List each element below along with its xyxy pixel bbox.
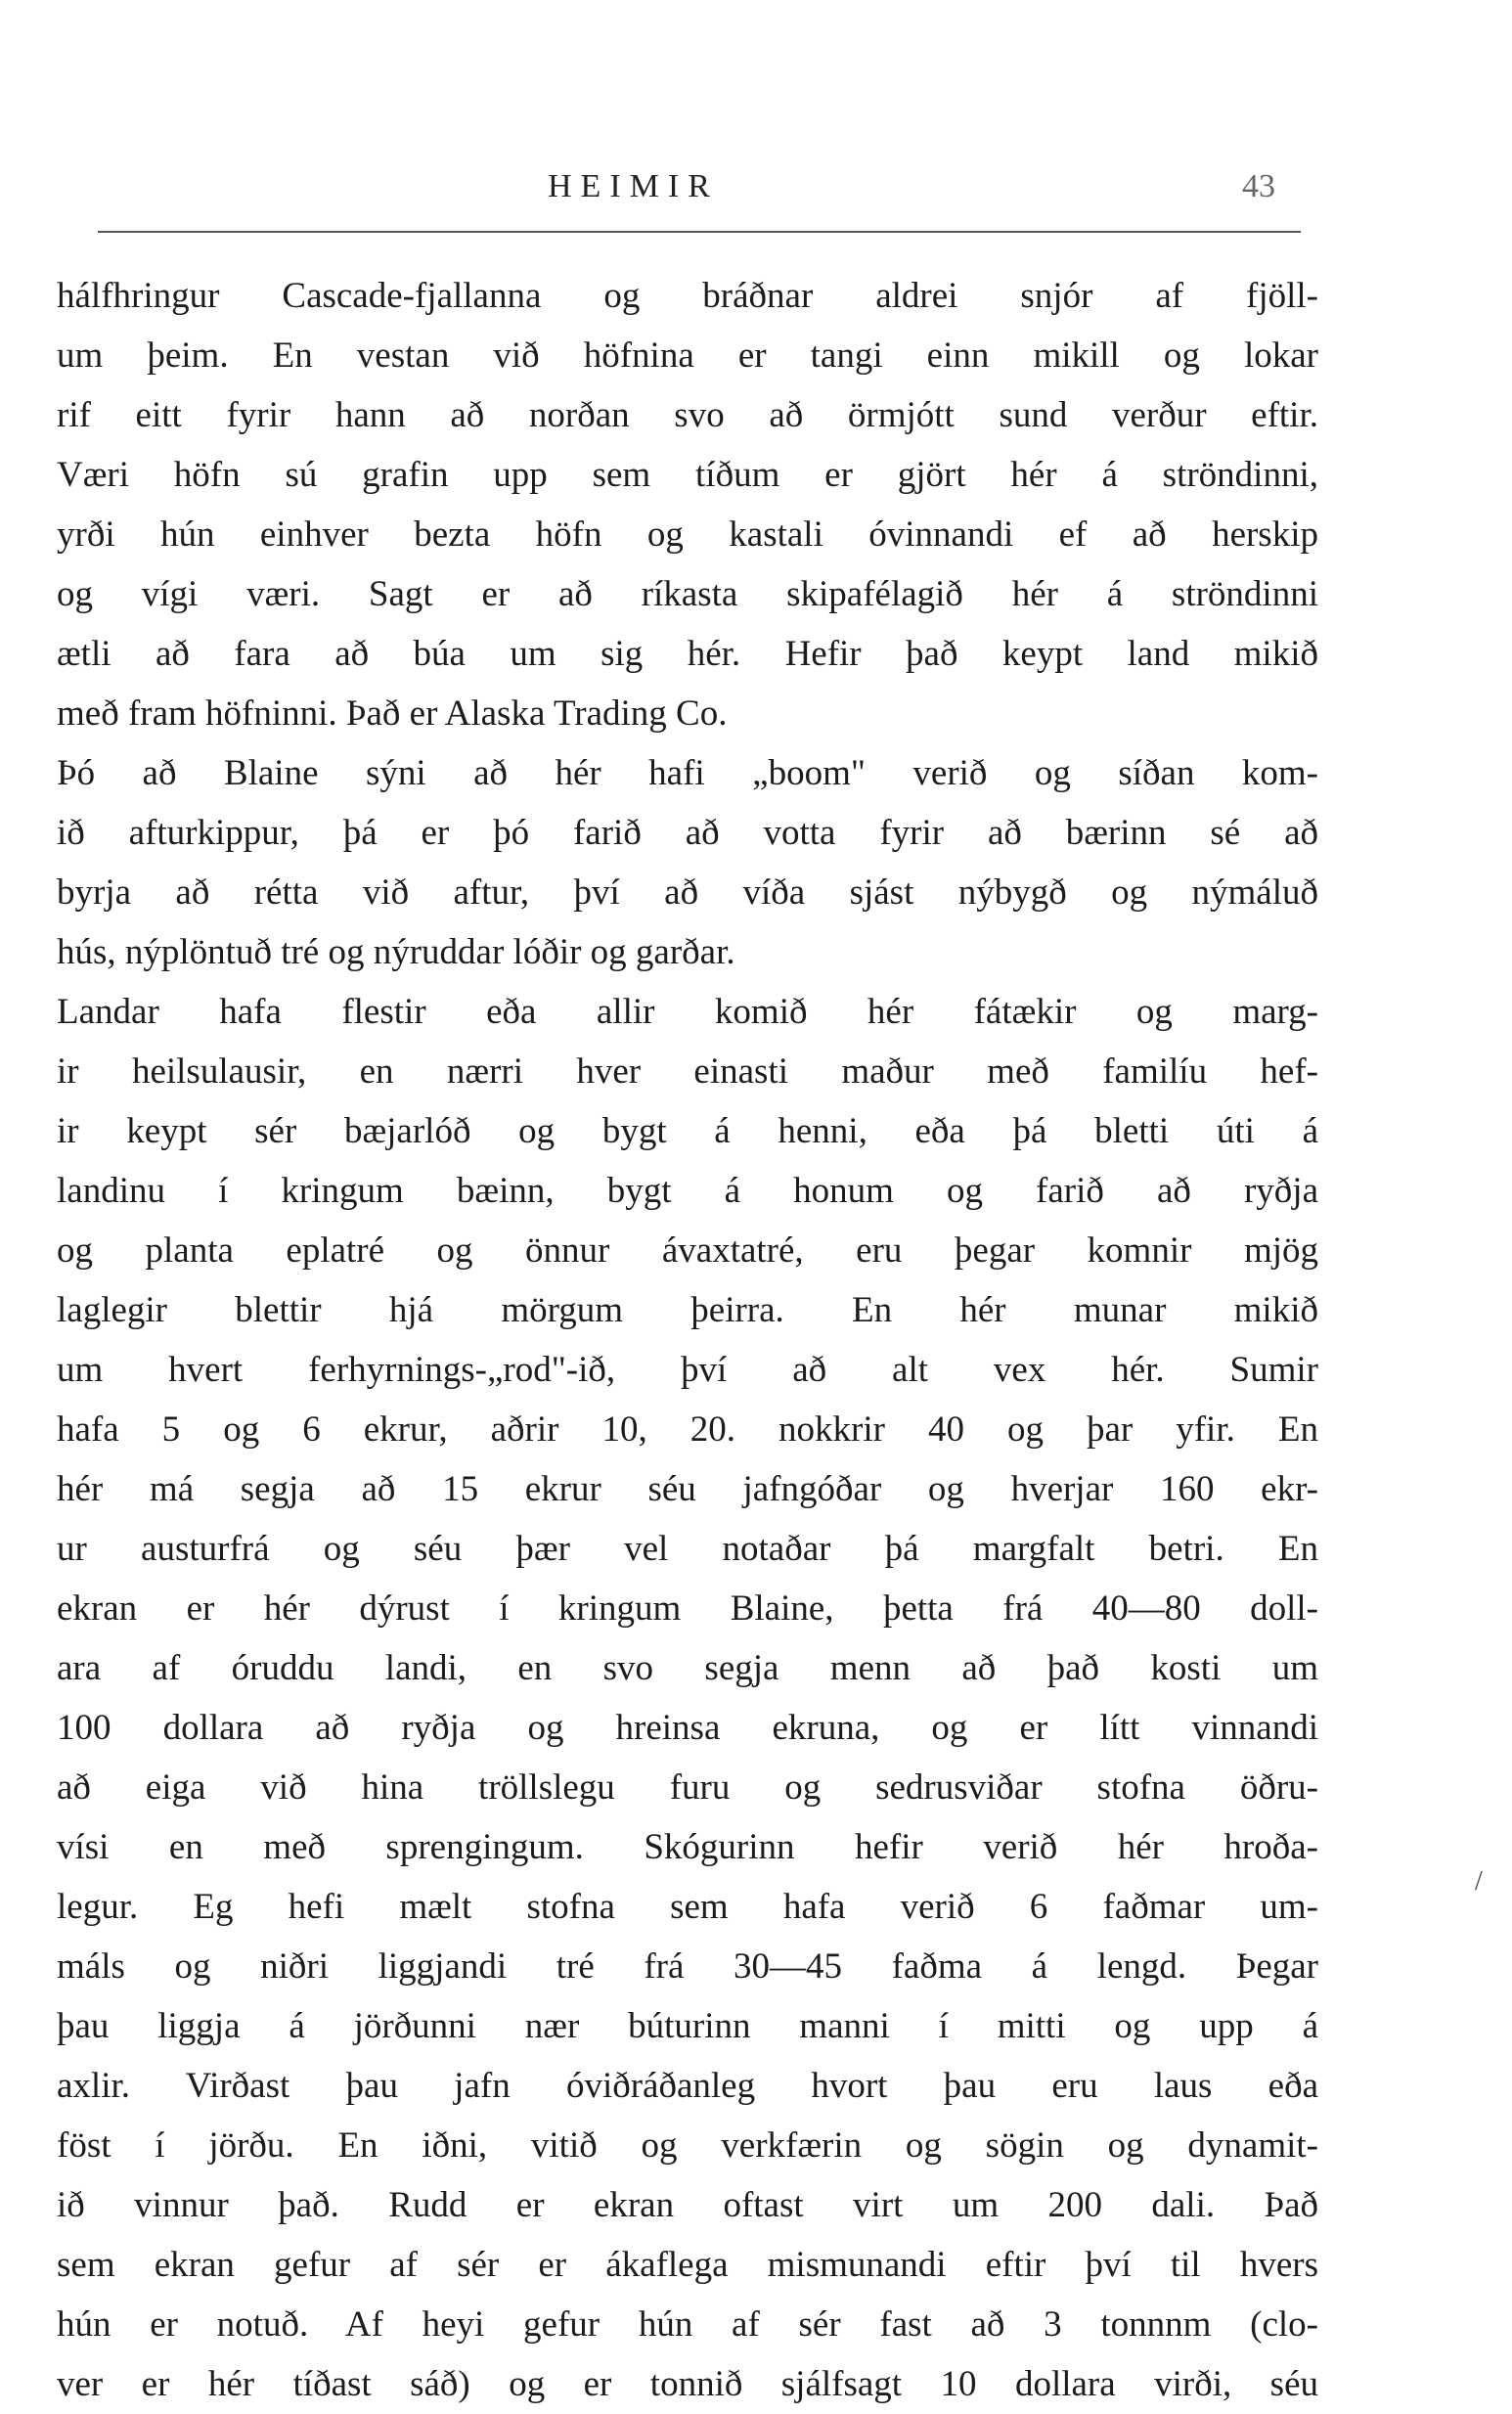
text-line: máls og niðri liggjandi tré frá 30—45 faðma á lengd. Þegar [57,1946,1318,1987]
text-line: laglegir blettir hjá mörgum þeirra. En hér munar mikið [57,1290,1318,1330]
text-line: og vígi væri. Sagt er að ríkasta skipafélagið hér á ströndinni [57,574,1318,614]
body-text [57,266,1318,2414]
text-line: um hvert ferhyrnings-„rod"-ið, því að alt vex hér. Sumir [57,1350,1318,1390]
text-line: og planta eplatré og önnur ávaxtatré, eru þegar komnir mjög [57,1230,1318,1271]
text-line: sem ekran gefur af sér er ákaflega mismunandi eftir því til hvers [57,2245,1318,2285]
text-line: vísi en með sprengingum. Skógurinn hefir verið hér hroða- [57,1827,1318,1867]
text-line: ið vinnur það. Rudd er ekran oftast virt um 200 dali. Það [57,2185,1318,2225]
text-line: föst í jörðu. En iðni, vitið og verkfærin og sögin og dynamit- [57,2125,1318,2166]
text-line: axlir. Virðast þau jafn óviðráðanleg hvort þau eru laus eða [57,2066,1318,2106]
text-line: ver er hér tíðast sáð) og er tonnið sjálfsagt 10 dollara virði, séu [57,2364,1318,2404]
text-line: Þó að Blaine sýni að hér hafi „boom" verið og síðan kom- [57,753,1318,793]
text-line: Væri höfn sú grafin upp sem tíðum er gjört hér á ströndinni, [57,455,1318,495]
text-line: hafa 5 og 6 ekrur, aðrir 10, 20. nokkrir 40 og þar yfir. En [57,1409,1318,1450]
text-line: Landar hafa flestir eða allir komið hér fátækir og marg- [57,992,1318,1032]
text-line: ir heilsulausir, en nærri hver einasti maður með familíu hef- [57,1051,1318,1092]
text-line: að eiga við hina tröllslegu furu og sedrusviðar stofna öðru- [57,1767,1318,1808]
text-line: hús, nýplöntuð tré og nýruddar lóðir og garðar. [57,932,735,972]
text-line: ara af óruddu landi, en svo segja menn að það kosti um [57,1648,1318,1688]
text-line: um þeim. En vestan við höfnina er tangi einn mikill og lokar [57,335,1318,376]
text-line: byrja að rétta við aftur, því að víða sjást nýbygð og nýmáluð [57,872,1318,913]
running-title: HEIMIR [548,168,719,204]
text-line: hálfhringur Cascade-fjallanna og bráðnar aldrei snjór af fjöll- [57,276,1318,316]
text-line: með fram höfninni. Það er Alaska Trading Co. [57,693,728,734]
text-line: hún er notuð. Af heyi gefur hún af sér fast að 3 tonnnm (clo- [57,2304,1318,2345]
text-line: 100 dollara að ryðja og hreinsa ekruna, og er lítt vinnandi [57,1708,1318,1748]
text-line: ir keypt sér bæjarlóð og bygt á henni, eða þá bletti úti á [57,1111,1318,1151]
text-line: ekran er hér dýrust í kringum Blaine, þetta frá 40—80 doll- [57,1588,1318,1629]
text-line: rif eitt fyrir hann að norðan svo að örmjótt sund verður eftir. [57,395,1318,435]
margin-mark: / [1475,1866,1483,1897]
text-line: ið afturkippur, þá er þó farið að votta fyrir að bærinn sé að [57,813,1318,853]
text-line: ur austurfrá og séu þær vel notaðar þá margfalt betri. En [57,1529,1318,1569]
text-line: yrði hún einhver bezta höfn og kastali óvinnandi ef að herskip [57,514,1318,555]
text-line: legur. Eg hefi mælt stofna sem hafa verið 6 faðmar um- [57,1887,1318,1927]
text-line: þau liggja á jörðunni nær búturinn manni í mitti og upp á [57,2006,1318,2046]
text-line: ætli að fara að búa um sig hér. Hefir það keypt land mikið [57,634,1318,674]
header-rule [98,231,1301,233]
page-number: 43 [1242,168,1275,204]
text-line: landinu í kringum bæinn, bygt á honum og farið að ryðja [57,1171,1318,1211]
text-line: hér má segja að 15 ekrur séu jafngóðar og hverjar 160 ekr- [57,1469,1318,1509]
